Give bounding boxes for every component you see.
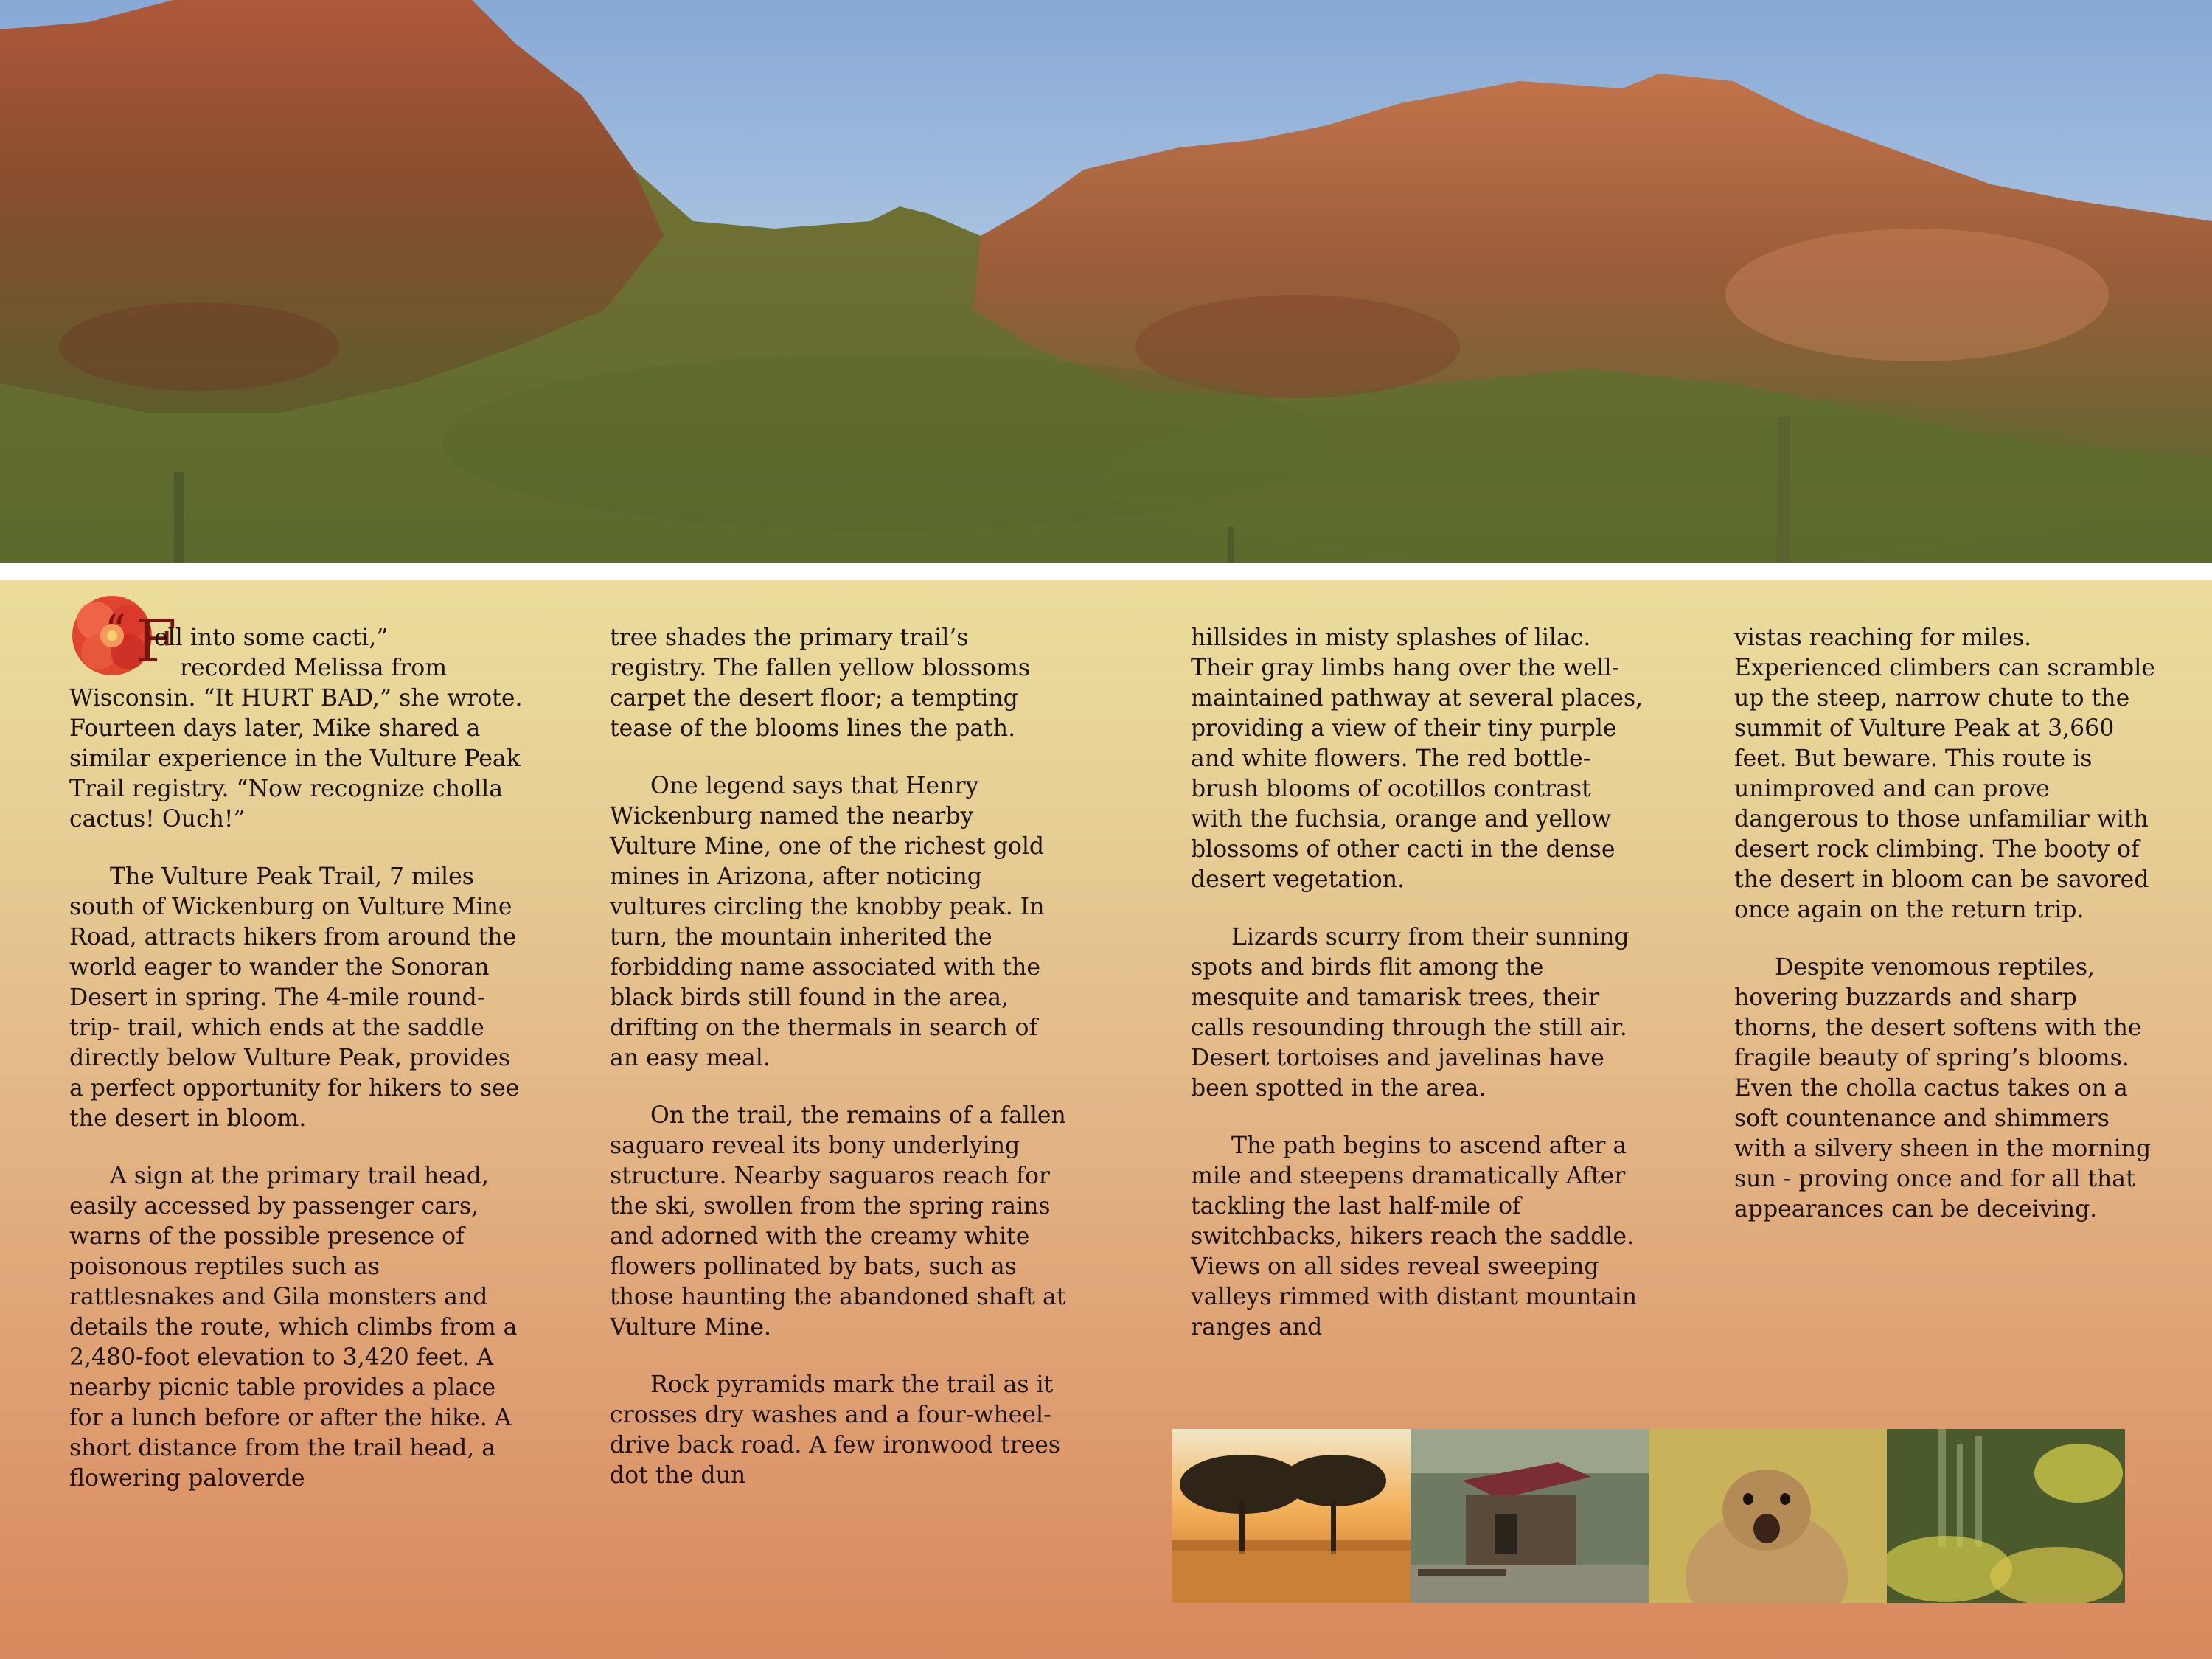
article-column-2 (610, 623, 1067, 1518)
desert-wildflowers-photo (1887, 1429, 2125, 1603)
paragraph: On the trail, the remains of a fallen saguaro reveal its bony underlying structure. Nearby saguaros reach for the ski, swollen from the spring rains and adorned with the creamy white flowers pollinated by bats, such as those haunting the abandoned shaft at Vulture Mine. (610, 1102, 1066, 1340)
sunset-trees-photo (1172, 1429, 1411, 1603)
old-cabin-photo (1411, 1429, 1649, 1603)
paragraph: The Vulture Peak Trail, 7 miles south of Wickenburg on Vulture Mine Road, attracts hikers from around the world eager to wander the Sonoran Desert in spring. The 4-mile round-trip- trail, which ends at the saddle directly below Vulture Peak, provides a perfect opportunity for hikers to see the desert in bloom. (69, 863, 520, 1132)
paragraph: hillsides in misty splashes of lilac. Their gray limbs hang over the well-maintained pathway at several places, providing a view of their tiny purple and white flowers. The red bottle-brush blooms of ocotillos contrast with the fuchsia, orange and yellow blossoms of other cacti in the dense desert vegetation. (1191, 625, 1644, 893)
photo-strip (1172, 1429, 2125, 1603)
dropcap-quote: “ (105, 607, 126, 655)
paragraph: vistas reaching for miles. Experienced climbers can scramble up the steep, narrow chute to the summit of Vulture Peak at 3,660 feet. But beware. This route is unimproved and can prove dangerous to those unfamiliar with desert rock climbing. The booty of the desert in bloom can be savored once again on the return trip. (1734, 625, 2155, 923)
second-line: recorded Melissa from (180, 655, 448, 681)
first-line: ell into some cacti,” (154, 625, 389, 651)
paragraph: Lizards scurry from their sunning spots and birds flit among the mesquite and tamarisk trees, their calls resounding through the still air. Desert tortoises and javelinas have been spotted in the area. (1191, 924, 1630, 1102)
paragraph: Despite venomous reptiles, hovering buzzards and sharp thorns, the desert softens with the fragile beauty of spring’s blooms. Even the cholla cactus takes on a soft countenance and shimmers with a silvery sheen in the morning sun - proving once and for all that appearances can be deceiving. (1734, 954, 2152, 1222)
mountain-landscape (0, 0, 2212, 563)
paragraph: Rock pyramids mark the trail as it crosses dry washes and a four-wheel-drive back road. A few ironwood trees dot the dun (610, 1371, 1061, 1489)
ground-squirrel-photo (1649, 1429, 1887, 1603)
article-column-4 (1734, 623, 2162, 1252)
article-column-1 (69, 623, 526, 1521)
paragraph: The path begins to ascend after a mile and steepens dramatically After tackling the last half-mile of switchbacks, hikers reach the saddle. Views on all sides reveal sweeping valleys rimmed with distant mountain ranges and (1191, 1133, 1638, 1340)
paragraph-text: Wisconsin. “It HURT BAD,” she wrote. Fourteen days later, Mike shared a similar experience in the Vulture Peak Trail registry. “Now recognize cholla cactus! Ouch!” (69, 685, 523, 832)
article-column-3 (1191, 623, 1648, 1370)
dropcap-letter: F (136, 607, 177, 675)
paragraph (69, 623, 526, 835)
hero-divider (0, 563, 2212, 580)
paragraph: tree shades the primary trail’s registry. The fallen yellow blossoms carpet the desert floor; a tempting tease of the blooms lines the path. (610, 625, 1030, 742)
paragraph: A sign at the primary trail head, easily accessed by passenger cars, warns of the possible presence of poisonous reptiles such as rattlesnakes and Gila monsters and details the route, which climbs from a 2,480-foot elevation to 3,420 feet. A nearby picnic table provides a place for a lunch before or after the hike. A short distance from the trail head, a flowering paloverde (69, 1163, 518, 1492)
hero-landscape-image (0, 0, 2212, 563)
paragraph: One legend says that Henry Wickenburg named the nearby Vulture Mine, one of the richest gold mines in Arizona, after noticing vultures circling the knobby peak. In turn, the mountain inherited the forbidding name associated with the black birds still found in the area, drifting on the thermals in search of an easy meal. (610, 773, 1045, 1071)
